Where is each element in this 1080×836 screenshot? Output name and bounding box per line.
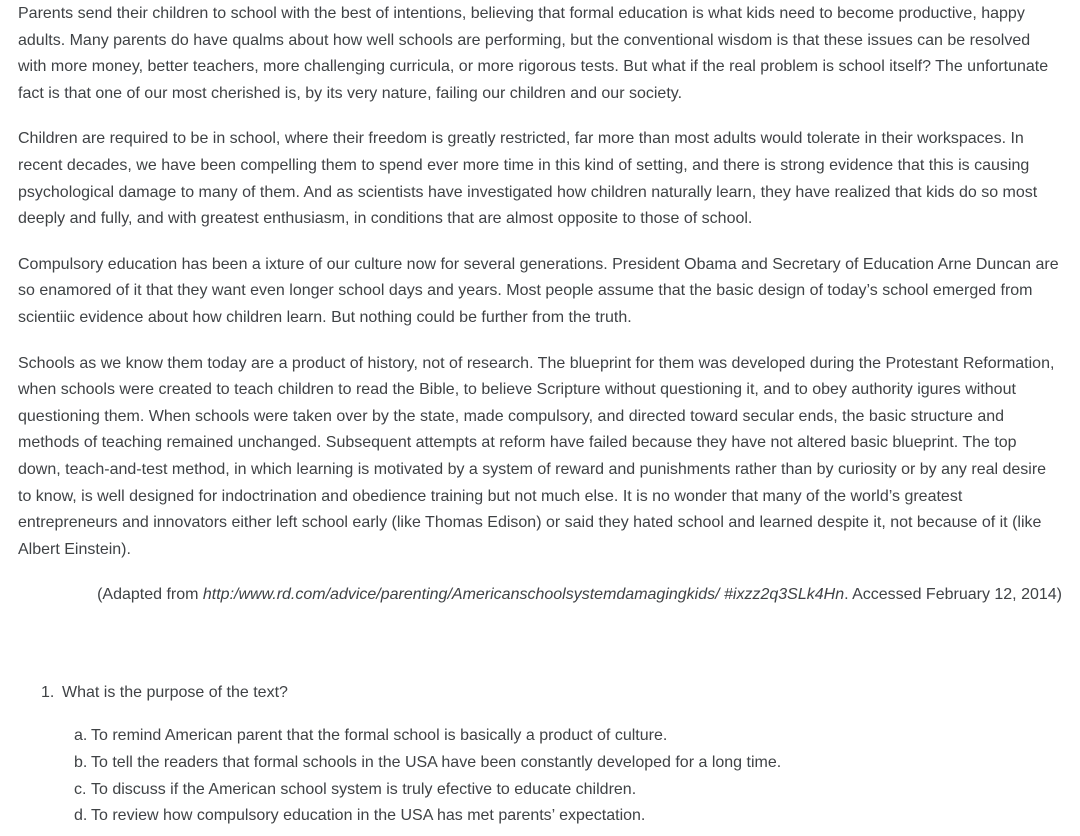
options-list [18,723,1062,829]
passage-paragraph: Schools as we know them today are a product of history, not of research. The blueprint for them was developed during the Protestant Reformation, when schools were created to teach children to read the Bible, to believe Scripture without questioning it, and to obey authority igures without questioning them. When schools were taken over by the state, made compulsory, and directed toward secular ends, the basic structure and methods of teaching remained unchanged. Subsequent attempts at reform have failed because they have not altered basic blueprint. The top down, teach-and-test method, in which learning is motivated by a system of reward and punishments rather than by curiosity or by any real desire to know, is well designed for indoctrination and obedience training but not much else. It is no wonder that many of the world’s greatest entrepreneurs and innovators either left school early (like Thomas Edison) or said they hated school and learned despite it, not because of it (like Albert Einstein). [18,354,1055,558]
option-text: To tell the readers that formal schools in the USA have been constantly developed for a long time. [91,754,782,772]
option-row-b [74,750,1062,777]
option-row-a [74,723,1062,750]
option-letter: b. [74,754,88,772]
question-text: What is the purpose of the text? [62,683,288,701]
passage-paragraph: Parents send their children to school with the best of intentions, believing that formal education is what kids need to become productive, happy adults. Many parents do have qualms about how well schools are performing, but the conventional wisdom is that these issues can be resolved with more money, better teachers, more challenging curricula, or more rigorous tests. But what if the real problem is school itself? The unfortunate fact is that one of our most cherished is, by its very nature, failing our children and our society. [18,5,1049,102]
option-letter: c. [74,780,87,798]
vertical-spacer [18,609,1062,663]
question-block [18,680,1062,830]
option-text: To discuss if the American school system is truly efective to educate children. [91,780,637,798]
citation-suffix: . Accessed February 12, 2014) [844,586,1062,604]
option-row-c [74,777,1062,804]
passage-paragraph: Compulsory education has been a ixture of our culture now for several generations. President Obama and Secretary of Education Arne Duncan are so enamored of it that they want even longer school days and years. Most people assume that the basic design of today’s school emerged from scientiic evidence about how children learn. But nothing could be further from the truth. [18,255,1059,326]
question [41,680,1062,707]
option-row-d [74,803,1062,830]
option-text: To review how compulsory education in the USA has met parents’ expectation. [91,807,646,825]
option-letter: d. [74,807,88,825]
option-text: To remind American parent that the formal school is basically a product of culture. [91,727,668,745]
passage-paragraph: Children are required to be in school, where their freedom is greatly restricted, far more than most adults would tolerate in their workspaces. In recent decades, we have been compelling them to spend ever more time in this kind of setting, and there is strong evidence that this is causing psychological damage to many of them. And as scientists have investigated how children naturally learn, they have realized that kids do so most deeply and fully, and with greatest enthusiasm, in conditions that are almost opposite to those of school. [18,130,1038,228]
option-letter: a. [74,727,88,745]
citation [18,582,1062,609]
citation-source-url: http:/www.rd.com/advice/parenting/Americanschoolsystemdamagingkids/ #ixzz2q3SLk4Hn [202,586,845,604]
citation-prefix: (Adapted from [97,586,203,604]
question-number: 1. [41,683,55,701]
